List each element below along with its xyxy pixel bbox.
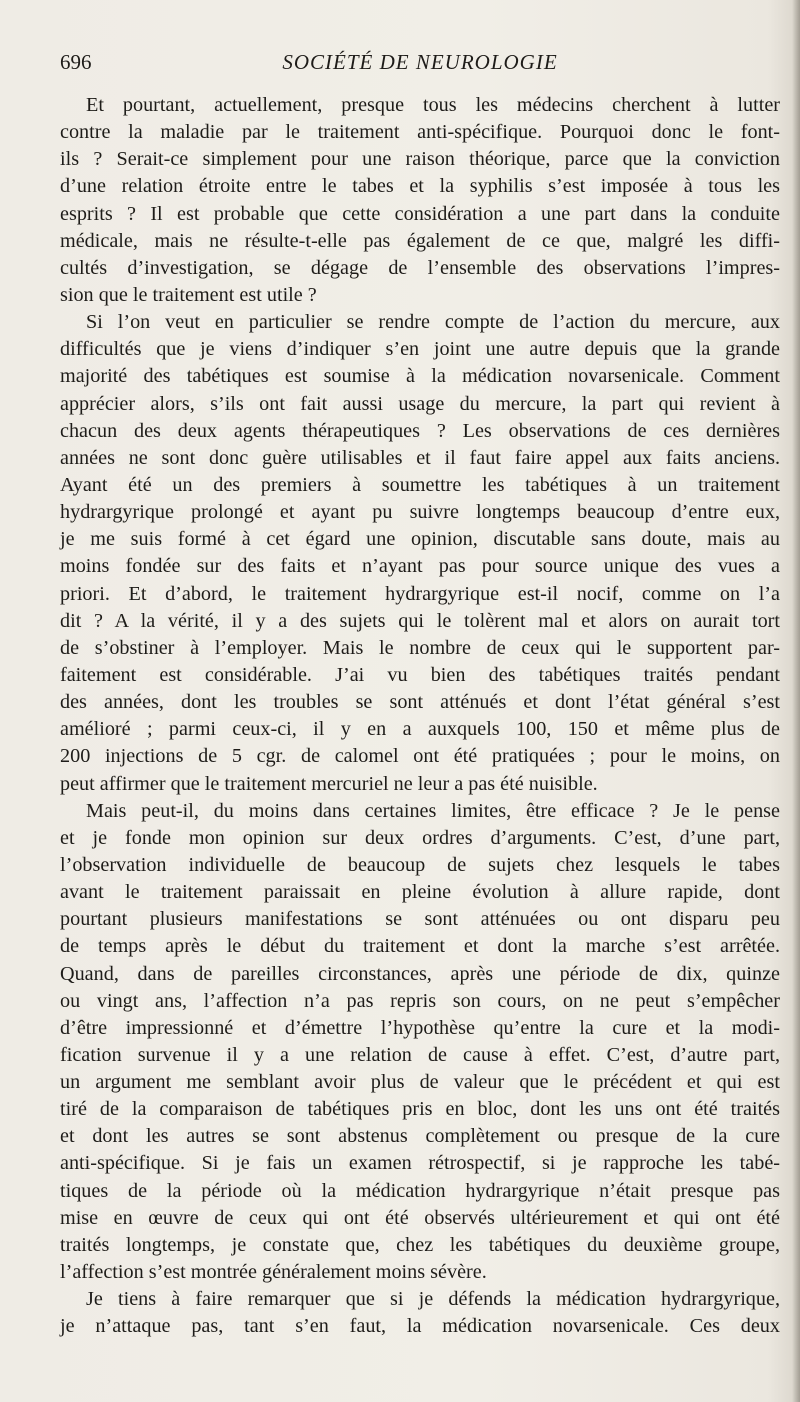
text-line: l’affection s’est montrée généralement moins sévère.	[60, 1261, 487, 1284]
text-line: de temps après le début du traitement et dont la marche s’est arrêtée.	[60, 935, 780, 958]
text-line: contre la maladie par le traitement anti-spécifique. Pourquoi donc le font-	[60, 121, 780, 144]
text-line: majorité des tabétiques est soumise à la médication novarsenicale. Comment	[60, 365, 780, 388]
text-line: l’observation individuelle de beaucoup de sujets chez lesquels le tabes	[60, 853, 780, 876]
text-line: années ne sont donc guère utilisables et il faut faire appel aux faits anciens.	[60, 446, 780, 469]
page-number: 696	[60, 50, 92, 74]
text-line: pourtant plusieurs manifestations se sont atténuées ou ont disparu peu	[60, 908, 780, 931]
text-line: faitement est considérable. J’ai vu bien des tabétiques traités pendant	[60, 663, 780, 686]
text-line: ils ? Serait-ce simplement pour une raison théorique, parce que la conviction	[60, 148, 780, 171]
text-line: Quand, dans de pareilles circonstances, après une période de dix, quinze	[60, 962, 780, 985]
text-line: apprécier alors, s’ils ont fait aussi usage du mercure, la part qui revient à	[60, 392, 780, 415]
text-line: chacun des deux agents thérapeutiques ? Les observations de ces dernières	[60, 419, 780, 442]
text-line: et dont les autres se sont abstenus complètement ou presque de la cure	[60, 1125, 780, 1148]
text-line: et je fonde mon opinion sur deux ordres d’arguments. C’est, d’une part,	[60, 826, 780, 849]
text-line: tiré de la comparaison de tabétiques pris en bloc, dont les uns ont été traités	[60, 1098, 780, 1121]
text-line: avant le traitement paraissait en pleine évolution à allure rapide, dont	[60, 881, 780, 904]
text-line: ou vingt ans, l’affection n’a pas repris son cours, on ne peut s’empêcher	[60, 989, 780, 1012]
text-line: sion que le traitement est utile ?	[60, 283, 317, 306]
text-line: médicale, mais ne résulte-t-elle pas également de ce que, malgré les diffi-	[60, 229, 780, 252]
text-line: mise en œuvre de ceux qui ont été observés ultérieurement et qui ont été	[60, 1206, 780, 1229]
text-line: priori. Et d’abord, le traitement hydrargyrique est-il nocif, comme on l’a	[60, 582, 780, 605]
text-line: cultés d’investigation, se dégage de l’ensemble des observations l’impres-	[60, 256, 780, 279]
text-line: amélioré ; parmi ceux-ci, il y en a auxquels 100, 150 et même plus de	[60, 718, 780, 741]
text-line: peut affirmer que le traitement mercuriel ne leur a pas été nuisible.	[60, 772, 598, 795]
text-line: dit ? A la vérité, il y a des sujets qui le tolèrent mal et alors on aurait tort	[60, 609, 780, 632]
text-line: traités longtemps, je constate que, chez les tabétiques du deuxième groupe,	[60, 1233, 780, 1256]
text-line: esprits ? Il est probable que cette considération a une part dans la conduite	[60, 202, 780, 225]
text-line: Et pourtant, actuellement, presque tous les médecins cherchent à lutter	[86, 94, 780, 116]
text-line: difficultés que je viens d’indiquer s’en joint une autre depuis que la grande	[60, 338, 780, 361]
text-line: fication survenue il y a une relation de cause à effet. C’est, d’autre part,	[60, 1043, 780, 1066]
text-line: Je tiens à faire remarquer que si je défends la médication hydrargyrique,	[86, 1288, 780, 1311]
text-line: anti-spécifique. Si je fais un examen rétrospectif, si je rapproche les tabé-	[60, 1152, 780, 1175]
text-line: je n’attaque pas, tant s’en faut, la médication novarsenicale. Ces deux	[60, 1315, 780, 1338]
text-line: hydrargyrique prolongé et ayant pu suivre longtemps beaucoup d’entre eux,	[60, 501, 780, 524]
text-line: des années, dont les troubles se sont atténués et dont l’état général s’est	[60, 691, 780, 714]
page-edge-shadow	[792, 0, 800, 1402]
text-line: d’être impressionné et d’émettre l’hypothèse qu’entre la cure et la modi-	[60, 1016, 780, 1039]
text-line: Mais peut-il, du moins dans certaines limites, être efficace ? Je le pense	[86, 799, 780, 822]
text-line: un argument me semblant avoir plus de valeur que le précédent et qui est	[60, 1071, 780, 1094]
text-line: je me suis formé à cet égard une opinion, discutable sans doute, mais au	[60, 528, 780, 551]
text-line: Ayant été un des premiers à soumettre les tabétiques à un traitement	[60, 473, 780, 496]
body-text	[60, 92, 780, 1340]
text-line: de s’obstiner à l’employer. Mais le nombre de ceux qui le supportent par-	[60, 636, 780, 659]
text-line: moins fondée sur des faits et n’ayant pas pour source unique des vues a	[60, 555, 780, 578]
page-header	[60, 50, 780, 80]
text-line: tiques de la période où la médication hydrargyrique n’était presque pas	[60, 1179, 780, 1202]
text-line: d’une relation étroite entre le tabes et la syphilis s’est imposée à tous les	[60, 175, 780, 198]
running-title: SOCIÉTÉ DE NEUROLOGIE	[282, 50, 558, 74]
text-line: Si l’on veut en particulier se rendre compte de l’action du mercure, aux	[86, 311, 780, 334]
text-line: 200 injections de 5 cgr. de calomel ont été pratiquées ; pour le moins, on	[60, 745, 780, 768]
